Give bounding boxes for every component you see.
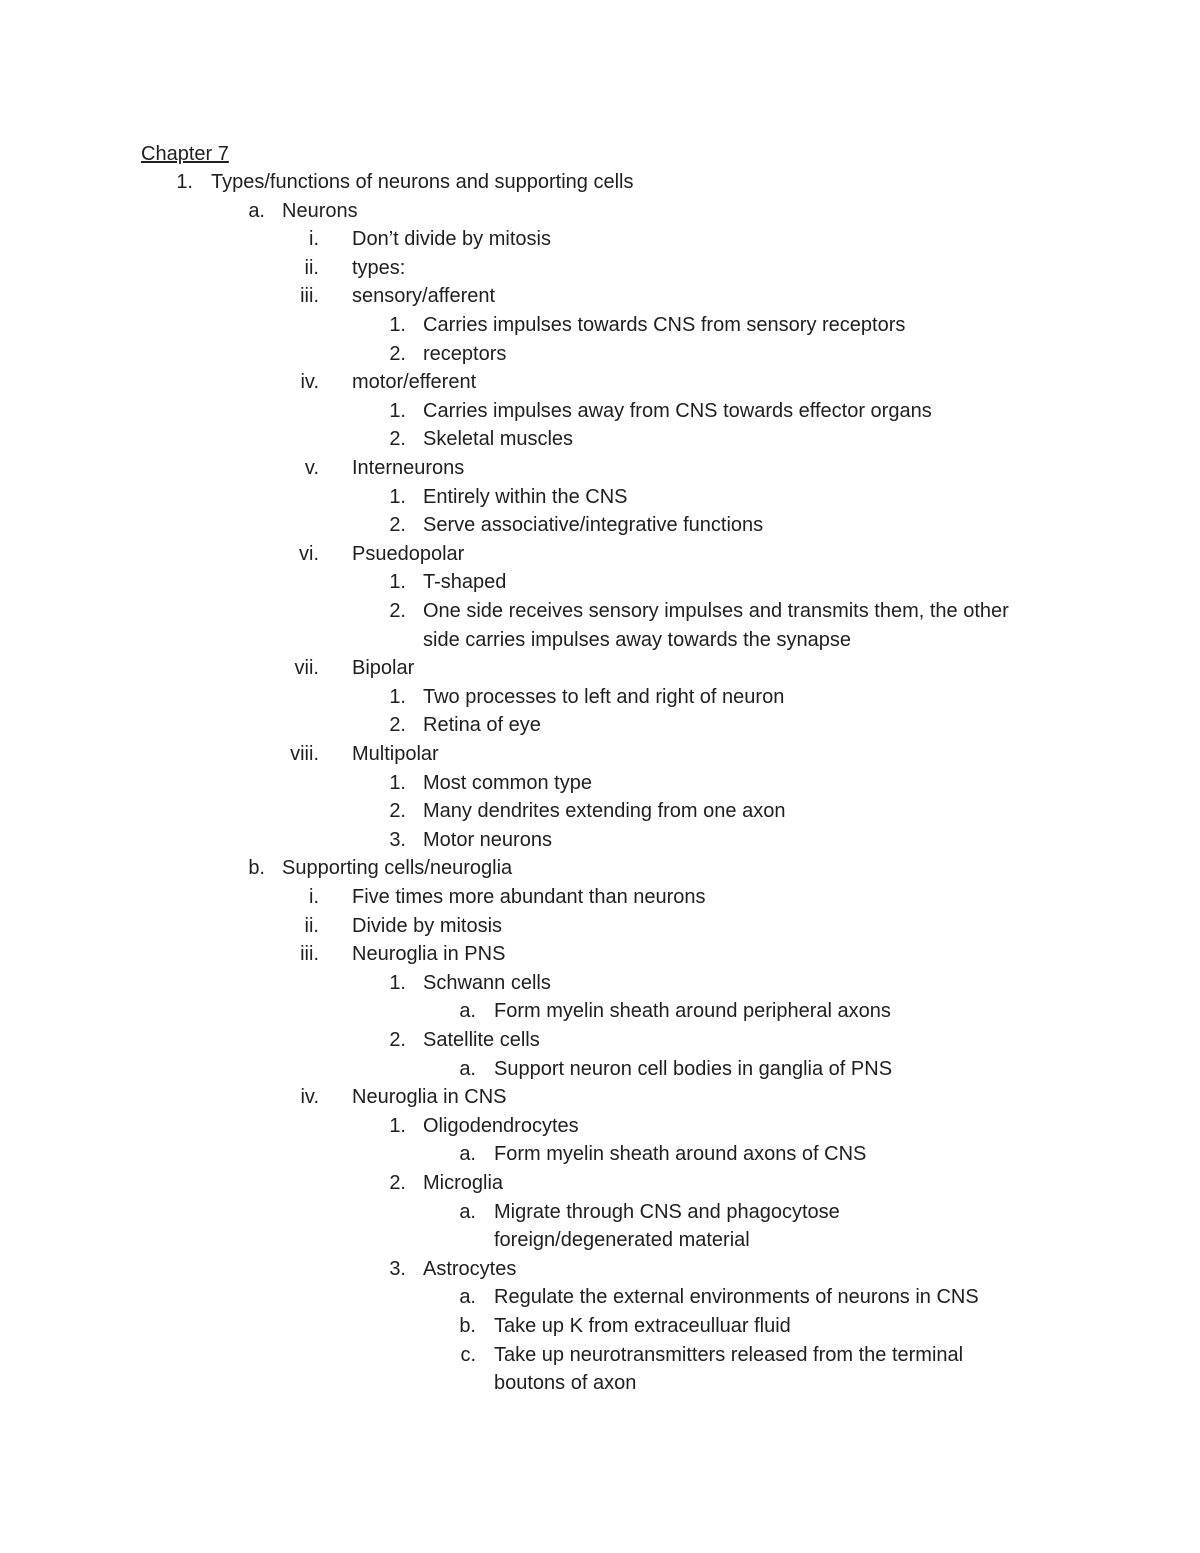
- list-text: Carries impulses towards CNS from sensory receptors: [423, 314, 906, 336]
- list-marker: viii.: [290, 743, 319, 765]
- list-marker: a.: [459, 1000, 476, 1022]
- list-marker: i.: [309, 228, 319, 250]
- list-marker: c.: [460, 1344, 476, 1366]
- list-text: Psuedopolar: [352, 543, 465, 565]
- list-text: motor/efferent: [352, 371, 477, 393]
- list-marker: 1.: [389, 972, 406, 994]
- list-marker: 2.: [389, 714, 406, 736]
- list-text: Microglia: [423, 1172, 504, 1194]
- list-text: Take up K from extraceulluar fluid: [494, 1315, 791, 1337]
- list-text: Entirely within the CNS: [423, 486, 628, 508]
- list-text: Interneurons: [352, 457, 465, 479]
- list-marker: 2.: [389, 1029, 406, 1051]
- list-marker: 3.: [389, 829, 406, 851]
- list-text: Neuroglia in CNS: [352, 1086, 507, 1108]
- list-marker: 1.: [389, 314, 406, 336]
- list-marker: 1.: [389, 400, 406, 422]
- list-text: types:: [352, 257, 406, 279]
- list-marker: a.: [459, 1143, 476, 1165]
- list-text: T-shaped: [423, 571, 507, 593]
- list-text: Satellite cells: [423, 1029, 540, 1051]
- list-text: Astrocytes: [423, 1258, 517, 1280]
- list-text: Carries impulses away from CNS towards effector organs: [423, 400, 932, 422]
- list-text: Supporting cells/neuroglia: [282, 857, 513, 879]
- page-title: Chapter 7: [141, 143, 229, 165]
- list-text: Form myelin sheath around peripheral axons: [494, 1000, 891, 1022]
- list-text: Most common type: [423, 772, 592, 794]
- list-marker: iv.: [300, 1086, 319, 1108]
- list-text: Skeletal muscles: [423, 428, 574, 450]
- list-text: One side receives sensory impulses and transmits them, the other: [423, 600, 1009, 622]
- list-text: Don’t divide by mitosis: [352, 228, 551, 250]
- list-text: Two processes to left and right of neuron: [423, 686, 785, 708]
- list-marker: 1.: [389, 772, 406, 794]
- list-marker: i.: [309, 886, 319, 908]
- list-marker: 2.: [389, 600, 406, 622]
- list-marker: a.: [248, 200, 265, 222]
- list-text: Motor neurons: [423, 829, 552, 851]
- list-text: sensory/afferent: [352, 285, 496, 307]
- list-marker: ii.: [304, 915, 319, 937]
- list-text: Neuroglia in PNS: [352, 943, 506, 965]
- list-text: Migrate through CNS and phagocytose: [494, 1201, 840, 1223]
- list-marker: a.: [459, 1058, 476, 1080]
- list-marker: 1.: [389, 486, 406, 508]
- list-text: Support neuron cell bodies in ganglia of PNS: [494, 1058, 893, 1080]
- list-marker: 3.: [389, 1258, 406, 1280]
- list-marker: vii.: [294, 657, 319, 679]
- list-marker: 2.: [389, 343, 406, 365]
- list-marker: 1.: [389, 686, 406, 708]
- list-marker: 2.: [389, 428, 406, 450]
- list-text: Retina of eye: [423, 714, 541, 736]
- list-text: boutons of axon: [494, 1372, 637, 1394]
- list-marker: a.: [459, 1201, 476, 1223]
- list-marker: iv.: [300, 371, 319, 393]
- list-text: Many dendrites extending from one axon: [423, 800, 786, 822]
- list-marker: 1.: [389, 571, 406, 593]
- list-text: receptors: [423, 343, 507, 365]
- list-text: Types/functions of neurons and supporting cells: [211, 171, 634, 193]
- list-text: foreign/degenerated material: [494, 1229, 750, 1251]
- list-text: Bipolar: [352, 657, 415, 679]
- list-marker: 2.: [389, 514, 406, 536]
- list-text: Neurons: [282, 200, 358, 222]
- list-text: Oligodendrocytes: [423, 1115, 579, 1137]
- list-marker: 1.: [389, 1115, 406, 1137]
- list-text: Divide by mitosis: [352, 915, 503, 937]
- list-text: Multipolar: [352, 743, 439, 765]
- list-text: Regulate the external environments of neurons in CNS: [494, 1286, 979, 1308]
- list-marker: vi.: [299, 543, 319, 565]
- list-text: Schwann cells: [423, 972, 551, 994]
- list-marker: a.: [459, 1286, 476, 1308]
- list-marker: 2.: [389, 800, 406, 822]
- list-marker: 2.: [389, 1172, 406, 1194]
- list-marker: 1.: [176, 171, 193, 193]
- list-marker: iii.: [300, 943, 319, 965]
- list-marker: b.: [459, 1315, 476, 1337]
- list-text: side carries impulses away towards the synapse: [423, 629, 851, 651]
- list-marker: v.: [304, 457, 319, 479]
- list-marker: ii.: [304, 257, 319, 279]
- list-text: Take up neurotransmitters released from the terminal: [494, 1344, 964, 1366]
- list-marker: b.: [248, 857, 265, 879]
- list-text: Serve associative/integrative functions: [423, 514, 764, 536]
- list-text: Form myelin sheath around axons of CNS: [494, 1143, 867, 1165]
- list-text: Five times more abundant than neurons: [352, 886, 706, 908]
- list-marker: iii.: [300, 285, 319, 307]
